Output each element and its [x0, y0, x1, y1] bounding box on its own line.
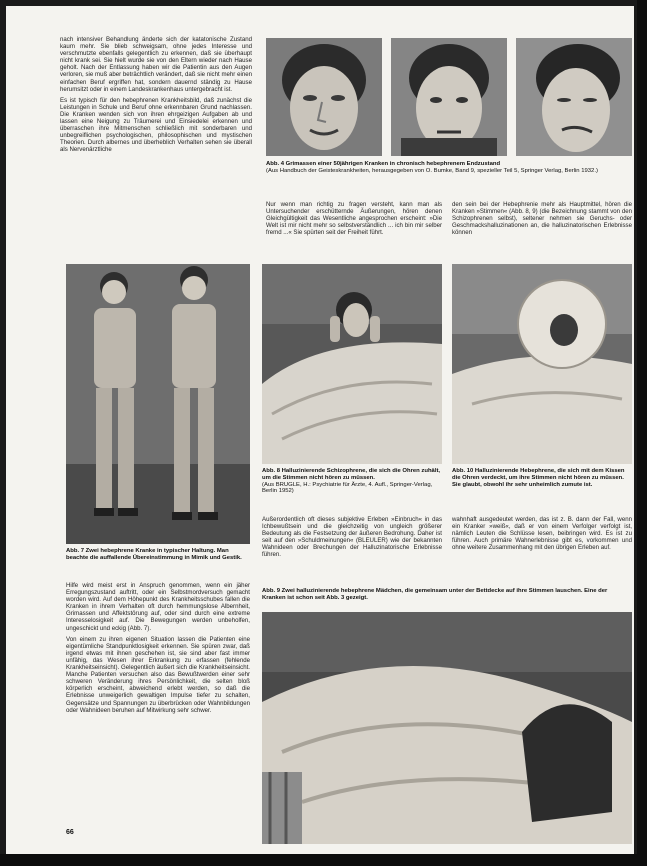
scan-edge-bottom: [0, 854, 647, 866]
paragraph: Von einem zu ihren eigenen Situation lassen die Patienten eine eigentümliche Standpunktlosigkeit erkennen. Sie spüren zwar, daß irgend etwas mit ihnen geschehen ist, sie sind aber fast immer unfähig, das Wesen ihrer Erkrankung zu erfassen (fehlende Krankheitseinsicht). Gelegentlich äußert sich die Krankheitseinsicht. Manche Patienten versuchen also das Bewußtwerden einer sehr schweren Veränderung ihres Persönlichkeit, die selten bloß körperlich erscheint, abweichend erlebt werden, so daß die Erlebnisse unweigerlich gewaltigen Impulse tiefer zu schalten, Gegensätze und Spannungen zu überbrücken oder Wahnbildungen oder Wahnideen beruhen auf Mitwirkung sehr schwer.: [66, 635, 250, 714]
body-text-col3-lower: [452, 516, 632, 578]
caption-abb4: [266, 161, 632, 189]
photo-two-patients: [66, 264, 250, 544]
body-text-col2-mid: [266, 201, 442, 259]
document-page: [6, 6, 634, 854]
caption-abb10: [452, 468, 632, 504]
caption-abb9-text: Abb. 9 Zwei halluzinierende hebephrene Mädchen, die gemeinsam unter der Bettdecke auf ihre Stimmen lauschen. Eine der Kranken ist schon seit Abb. 3 gezeigt.: [262, 588, 608, 601]
paragraph: den sein bei der Hebephrenie mehr als Hauptmittel, hören die Kranken »Stimmen« (Abb. 8, 9) (die Bezeichnung stammt von den Schizophrenen selbst), seltener nehmen sie Geruchs- oder Geschmackshalluzinationen an, die halluzinatorischen Erlebnisse können: [452, 201, 632, 237]
caption-abb9: [262, 588, 632, 608]
paragraph: Es ist typisch für den hebephrenen Krankheitsbild, daß zunächst die Leistungen in Schule und Beruf ohne erkennbaren Grund nachlassen. Die Kranken wenden sich von ihren ehrgeizigen Aufgaben ab und lassen eine Neigung zu Träumerei und Einsiedelei erkennen und überraschen ihre Mitmenschen schließlich mit sonderbaren und unbegreiflichen psychologischen, philosophischen und mystischen Theorien. Durch albernes und überheblich Verhalten sehen sie überall als Nervenärztliche: [60, 96, 252, 154]
caption-abb7: [66, 548, 250, 572]
photo-grimace-2: [391, 38, 507, 156]
body-text-col1-top: [60, 36, 252, 256]
body-text-col2-lower: [262, 516, 442, 578]
caption-abb8-source: (Aus BRUGLE, H.: Psychiatrie für Ärzte, 4. Aufl., Springer-Verlag, Berlin 1952): [262, 481, 433, 495]
paragraph: Nur wenn man richtig zu fragen versteht, kann man als Untersuchender erschütternde Äußerungen, hören denen Gleichgültigkeit das Wesentliche angesprochen erscheint: »Die Welt ist mir nicht mehr so selbstverständlich ... ich bin mir selber fremd ...« Sie spürten seit der Freiheit führt.: [266, 201, 442, 237]
caption-abb8: [262, 468, 442, 504]
caption-abb4-title: Abb. 4 Grimassen einer 50jährigen Kranken in chronisch hebephrenem Endzustand: [266, 161, 501, 167]
page-number: 66: [66, 829, 74, 836]
caption-abb7-text: Abb. 7 Zwei hebephrene Kranke in typischer Haltung. Man beachte die auffallende Übereinstimmung in Mimik und Gestik.: [66, 548, 242, 561]
caption-abb10-text: Abb. 10 Halluzinierende Hebephrene, die sich mit dem Kissen die Ohren verdeckt, um ihre Stimmen nicht hören zu müssen. Sie glaubt, obwohl ihr sehr unheimlich zumute ist.: [452, 468, 625, 488]
body-text-col1-lower: [66, 582, 250, 840]
photo-two-girls-bed: [262, 612, 632, 844]
paragraph: Hilfe wird meist erst in Anspruch genommen, wenn ein jäher Erregungszustand auftritt, oder ein Selbstmordversuch gemacht worden wird. Auf dem Höhepunkt des Krankheitsschubes fallen die Kranken in ihrem Verhalten oft durch hemmungslose Albernheit, Grimassen und Affektstörung auf, oder sind durch eine extreme Interesselosigkeit auf. Die Bewegungen werden unbeholfen, ungeschickt und eckig (Abb. 7).: [66, 582, 250, 632]
paragraph: nach intensiver Behandlung änderte sich der katatonische Zustand kaum mehr. Sie blieb schweigsam, ohne jedes Interesse und verschmutzte ebenfalls gelegentlich zu erkennen, daß sie überhaupt nicht krank sei. Sie hielt wurde sie von den Eltern wieder nach Hause geholt. Nach der Entlassung haben wir die Patientin aus den Augen verloren, sie muß aber beträchtlich verändert, daß sie nicht mehr einen einfachen Beruf ergriffen hat, sondern dauernd ständig zu Hause herumsitzt oder in einem Landeskrankenhaus untergebracht ist.: [60, 36, 252, 93]
photo-grimace-1: [266, 38, 382, 156]
photo-grimace-3: [516, 38, 632, 156]
paragraph: Außerordentlich oft dieses subjektive Erleben »Einbruch« in das Ichbewußtsein und die gleichzeitig von ungleich größerer Bedeutung als die Festsetzung der äußeren Bedrohung. Daher ist seit auf den »Schuldmeinungen« (BLEULER) wie der bekannten Wahnideen oder Brechungen der Halluzinatorische Erlebnisse führen.: [262, 516, 442, 559]
photo-halluc-woman-pillow: [452, 264, 632, 464]
scan-edge-right: [637, 0, 647, 866]
photo-halluc-woman-bed: [262, 264, 442, 464]
caption-abb8-title: Abb. 8 Halluzinierende Schizophrene, die sich die Ohren zuhält, um die Stimmen nicht hören zu müssen.: [262, 468, 441, 481]
paragraph: wahnhaft ausgedeutet werden, das ist z. B. dann der Fall, wenn ein Kranker »weiß«, daß er von einem Verfolger verfolgt ist, nämlich Leuten die Schlüsse lesen, beibringen wird. Es ist zu führen. Auch primäre Wahnerlebnisse gibt es, vorkommen und ohne weitere Zusammenhang mit den übrigen Erleben auf.: [452, 516, 632, 552]
caption-abb4-source: (Aus Handbuch der Geisteskrankheiten, herausgegeben von O. Bumke, Band 9, spezieller Teil 5, Springer Verlag, Berlin 1932.): [266, 167, 598, 174]
body-text-col3-mid: [452, 201, 632, 259]
